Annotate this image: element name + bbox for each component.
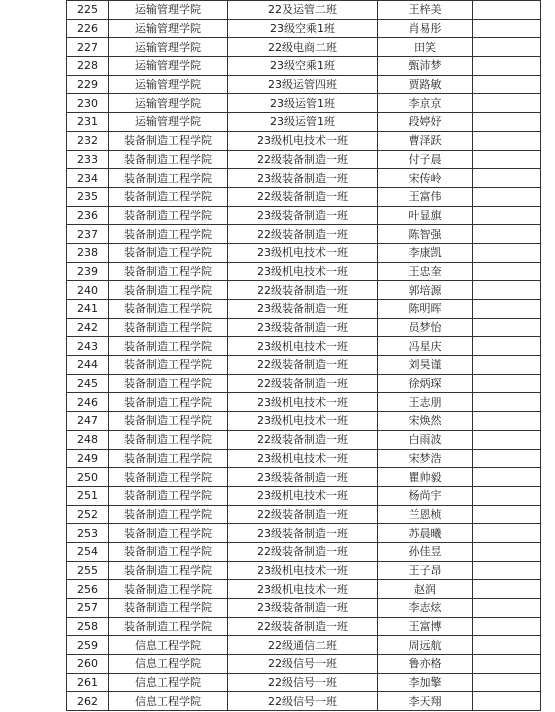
row-number: 239: [67, 262, 109, 281]
class-cell: 23级装备制造一班: [228, 206, 378, 225]
name-cell: 赵润: [378, 580, 473, 599]
college-cell: 装备制造工程学院: [109, 281, 228, 300]
college-cell: 装备制造工程学院: [109, 561, 228, 580]
remark-cell: [473, 374, 541, 393]
remark-cell: [473, 262, 541, 281]
college-cell: 运输管理学院: [109, 1, 228, 20]
college-cell: 信息工程学院: [109, 673, 228, 692]
table-row: [67, 225, 541, 244]
remark-cell: [473, 281, 541, 300]
row-number: 240: [67, 281, 109, 300]
name-cell: 李天翔: [378, 692, 473, 711]
college-cell: 装备制造工程学院: [109, 262, 228, 281]
row-number: 252: [67, 505, 109, 524]
name-cell: 周远航: [378, 636, 473, 655]
college-cell: 装备制造工程学院: [109, 486, 228, 505]
class-cell: 22级装备制造一班: [228, 281, 378, 300]
name-cell: 李志炫: [378, 599, 473, 618]
name-cell: 白雨波: [378, 430, 473, 449]
class-cell: 23级运管四班: [228, 75, 378, 94]
college-cell: 装备制造工程学院: [109, 225, 228, 244]
remark-cell: [473, 673, 541, 692]
remark-cell: [473, 449, 541, 468]
name-cell: 瞿帅毅: [378, 468, 473, 487]
row-number: 228: [67, 57, 109, 76]
college-cell: 装备制造工程学院: [109, 393, 228, 412]
table-row: [67, 57, 541, 76]
class-cell: 23级机电技术一班: [228, 262, 378, 281]
table-row: [67, 150, 541, 169]
college-cell: 装备制造工程学院: [109, 617, 228, 636]
class-cell: 23级空乘1班: [228, 57, 378, 76]
table-row: [67, 430, 541, 449]
table-row: [67, 505, 541, 524]
college-cell: 装备制造工程学院: [109, 300, 228, 319]
row-number: 248: [67, 430, 109, 449]
table-row: [67, 636, 541, 655]
row-number: 225: [67, 1, 109, 20]
college-cell: 装备制造工程学院: [109, 449, 228, 468]
college-cell: 信息工程学院: [109, 692, 228, 711]
row-number: 231: [67, 113, 109, 132]
table-row: [67, 356, 541, 375]
class-cell: 23级运管1班: [228, 113, 378, 132]
name-cell: 苏晨曦: [378, 524, 473, 543]
table-row: [67, 318, 541, 337]
name-cell: 王富伟: [378, 187, 473, 206]
remark-cell: [473, 486, 541, 505]
row-number: 261: [67, 673, 109, 692]
remark-cell: [473, 412, 541, 431]
table-row: [67, 75, 541, 94]
row-number: 259: [67, 636, 109, 655]
name-cell: 李京京: [378, 94, 473, 113]
name-cell: 王忠奎: [378, 262, 473, 281]
class-cell: 23级机电技术一班: [228, 486, 378, 505]
name-cell: 兰恩桢: [378, 505, 473, 524]
remark-cell: [473, 300, 541, 319]
name-cell: 冯星庆: [378, 337, 473, 356]
row-number: 257: [67, 599, 109, 618]
remark-cell: [473, 94, 541, 113]
table-row: [67, 580, 541, 599]
name-cell: 陈智强: [378, 225, 473, 244]
college-cell: 运输管理学院: [109, 57, 228, 76]
class-cell: 22级信号一班: [228, 655, 378, 674]
table-row: [67, 599, 541, 618]
class-cell: 23级机电技术一班: [228, 243, 378, 262]
row-number: 242: [67, 318, 109, 337]
college-cell: 装备制造工程学院: [109, 468, 228, 487]
name-cell: 段婷妤: [378, 113, 473, 132]
name-cell: 李加擎: [378, 673, 473, 692]
table-row: [67, 692, 541, 711]
remark-cell: [473, 57, 541, 76]
remark-cell: [473, 636, 541, 655]
remark-cell: [473, 243, 541, 262]
table-row: [67, 524, 541, 543]
class-cell: 22级信号一班: [228, 692, 378, 711]
row-number: 253: [67, 524, 109, 543]
remark-cell: [473, 617, 541, 636]
class-cell: 22级通信二班: [228, 636, 378, 655]
college-cell: 装备制造工程学院: [109, 150, 228, 169]
remark-cell: [473, 599, 541, 618]
table-row: [67, 561, 541, 580]
name-cell: 员梦怡: [378, 318, 473, 337]
remark-cell: [473, 19, 541, 38]
class-cell: 22级信号一班: [228, 673, 378, 692]
row-number: 229: [67, 75, 109, 94]
college-cell: 装备制造工程学院: [109, 580, 228, 599]
class-cell: 23级机电技术一班: [228, 580, 378, 599]
college-cell: 装备制造工程学院: [109, 505, 228, 524]
row-number: 260: [67, 655, 109, 674]
college-cell: 运输管理学院: [109, 19, 228, 38]
college-cell: 信息工程学院: [109, 655, 228, 674]
table-row: [67, 374, 541, 393]
college-cell: 装备制造工程学院: [109, 169, 228, 188]
name-cell: 付子晨: [378, 150, 473, 169]
class-cell: 22级装备制造一班: [228, 617, 378, 636]
college-cell: 装备制造工程学院: [109, 206, 228, 225]
class-cell: 23级装备制造一班: [228, 300, 378, 319]
remark-cell: [473, 113, 541, 132]
remark-cell: [473, 75, 541, 94]
class-cell: 22级装备制造一班: [228, 150, 378, 169]
name-cell: 宋传岭: [378, 169, 473, 188]
row-number: 241: [67, 300, 109, 319]
name-cell: 贾路敏: [378, 75, 473, 94]
row-number: 234: [67, 169, 109, 188]
name-cell: 叶显旗: [378, 206, 473, 225]
table-row: [67, 655, 541, 674]
remark-cell: [473, 187, 541, 206]
remark-cell: [473, 169, 541, 188]
class-cell: 23级装备制造一班: [228, 599, 378, 618]
row-number: 249: [67, 449, 109, 468]
row-number: 226: [67, 19, 109, 38]
table-row: [67, 281, 541, 300]
row-number: 262: [67, 692, 109, 711]
college-cell: 运输管理学院: [109, 94, 228, 113]
name-cell: 孙佳昱: [378, 542, 473, 561]
college-cell: 装备制造工程学院: [109, 187, 228, 206]
table-row: [67, 19, 541, 38]
name-cell: 王梓美: [378, 1, 473, 20]
remark-cell: [473, 38, 541, 57]
name-cell: 鲁亦格: [378, 655, 473, 674]
college-cell: 装备制造工程学院: [109, 356, 228, 375]
class-cell: 23级机电技术一班: [228, 449, 378, 468]
table-row: [67, 673, 541, 692]
remark-cell: [473, 1, 541, 20]
class-cell: 23级装备制造一班: [228, 524, 378, 543]
table-row: [67, 542, 541, 561]
remark-cell: [473, 131, 541, 150]
table-row: [67, 187, 541, 206]
class-cell: 22级装备制造一班: [228, 187, 378, 206]
row-number: 238: [67, 243, 109, 262]
table-row: [67, 1, 541, 20]
class-cell: 22级装备制造一班: [228, 374, 378, 393]
row-number: 230: [67, 94, 109, 113]
college-cell: 装备制造工程学院: [109, 430, 228, 449]
remark-cell: [473, 580, 541, 599]
table-row: [67, 38, 541, 57]
name-cell: 郭培源: [378, 281, 473, 300]
class-cell: 23级机电技术一班: [228, 131, 378, 150]
college-cell: 运输管理学院: [109, 113, 228, 132]
name-cell: 田笑: [378, 38, 473, 57]
remark-cell: [473, 150, 541, 169]
remark-cell: [473, 318, 541, 337]
name-cell: 甄沛梦: [378, 57, 473, 76]
row-number: 232: [67, 131, 109, 150]
table-row: [67, 243, 541, 262]
table-row: [67, 262, 541, 281]
class-cell: 23级机电技术一班: [228, 561, 378, 580]
college-cell: 装备制造工程学院: [109, 131, 228, 150]
table-row: [67, 393, 541, 412]
row-number: 250: [67, 468, 109, 487]
roster-body: [67, 1, 541, 711]
table-row: [67, 131, 541, 150]
class-cell: 23级装备制造一班: [228, 468, 378, 487]
row-number: 247: [67, 412, 109, 431]
class-cell: 23级空乘1班: [228, 19, 378, 38]
name-cell: 王志朋: [378, 393, 473, 412]
table-row: [67, 113, 541, 132]
class-cell: 23级机电技术一班: [228, 337, 378, 356]
remark-cell: [473, 561, 541, 580]
table-row: [67, 300, 541, 319]
class-cell: 23级装备制造一班: [228, 318, 378, 337]
remark-cell: [473, 692, 541, 711]
row-number: 244: [67, 356, 109, 375]
remark-cell: [473, 206, 541, 225]
remark-cell: [473, 225, 541, 244]
row-number: 246: [67, 393, 109, 412]
row-number: 258: [67, 617, 109, 636]
college-cell: 信息工程学院: [109, 636, 228, 655]
name-cell: 徐炳琛: [378, 374, 473, 393]
college-cell: 装备制造工程学院: [109, 337, 228, 356]
roster-table: [66, 0, 541, 711]
row-number: 255: [67, 561, 109, 580]
remark-cell: [473, 393, 541, 412]
class-cell: 23级机电技术一班: [228, 393, 378, 412]
row-number: 243: [67, 337, 109, 356]
college-cell: 装备制造工程学院: [109, 318, 228, 337]
remark-cell: [473, 468, 541, 487]
college-cell: 运输管理学院: [109, 75, 228, 94]
table-row: [67, 94, 541, 113]
name-cell: 王子昂: [378, 561, 473, 580]
name-cell: 陈明晖: [378, 300, 473, 319]
remark-cell: [473, 542, 541, 561]
name-cell: 宋焕然: [378, 412, 473, 431]
college-cell: 装备制造工程学院: [109, 243, 228, 262]
table-row: [67, 449, 541, 468]
class-cell: 22级装备制造一班: [228, 430, 378, 449]
remark-cell: [473, 524, 541, 543]
name-cell: 曹泽跃: [378, 131, 473, 150]
row-number: 236: [67, 206, 109, 225]
college-cell: 运输管理学院: [109, 38, 228, 57]
table-row: [67, 617, 541, 636]
class-cell: 23级运管1班: [228, 94, 378, 113]
remark-cell: [473, 430, 541, 449]
remark-cell: [473, 655, 541, 674]
name-cell: 王富博: [378, 617, 473, 636]
college-cell: 装备制造工程学院: [109, 542, 228, 561]
name-cell: 刘昊谨: [378, 356, 473, 375]
row-number: 233: [67, 150, 109, 169]
remark-cell: [473, 356, 541, 375]
remark-cell: [473, 337, 541, 356]
row-number: 237: [67, 225, 109, 244]
row-number: 251: [67, 486, 109, 505]
table-row: [67, 337, 541, 356]
table-row: [67, 468, 541, 487]
college-cell: 装备制造工程学院: [109, 599, 228, 618]
class-cell: 22级装备制造一班: [228, 225, 378, 244]
table-row: [67, 486, 541, 505]
class-cell: 22级装备制造一班: [228, 505, 378, 524]
row-number: 245: [67, 374, 109, 393]
row-number: 227: [67, 38, 109, 57]
college-cell: 装备制造工程学院: [109, 524, 228, 543]
name-cell: 肖易彤: [378, 19, 473, 38]
class-cell: 22级电商二班: [228, 38, 378, 57]
row-number: 254: [67, 542, 109, 561]
class-cell: 23级机电技术一班: [228, 412, 378, 431]
table-row: [67, 412, 541, 431]
class-cell: 22及运管二班: [228, 1, 378, 20]
table-row: [67, 206, 541, 225]
class-cell: 22级装备制造一班: [228, 356, 378, 375]
name-cell: 李康凯: [378, 243, 473, 262]
row-number: 256: [67, 580, 109, 599]
table-row: [67, 169, 541, 188]
remark-cell: [473, 505, 541, 524]
name-cell: 杨尚宇: [378, 486, 473, 505]
class-cell: 22级装备制造一班: [228, 542, 378, 561]
name-cell: 宋梦浩: [378, 449, 473, 468]
row-number: 235: [67, 187, 109, 206]
college-cell: 装备制造工程学院: [109, 412, 228, 431]
college-cell: 装备制造工程学院: [109, 374, 228, 393]
class-cell: 23级装备制造一班: [228, 169, 378, 188]
